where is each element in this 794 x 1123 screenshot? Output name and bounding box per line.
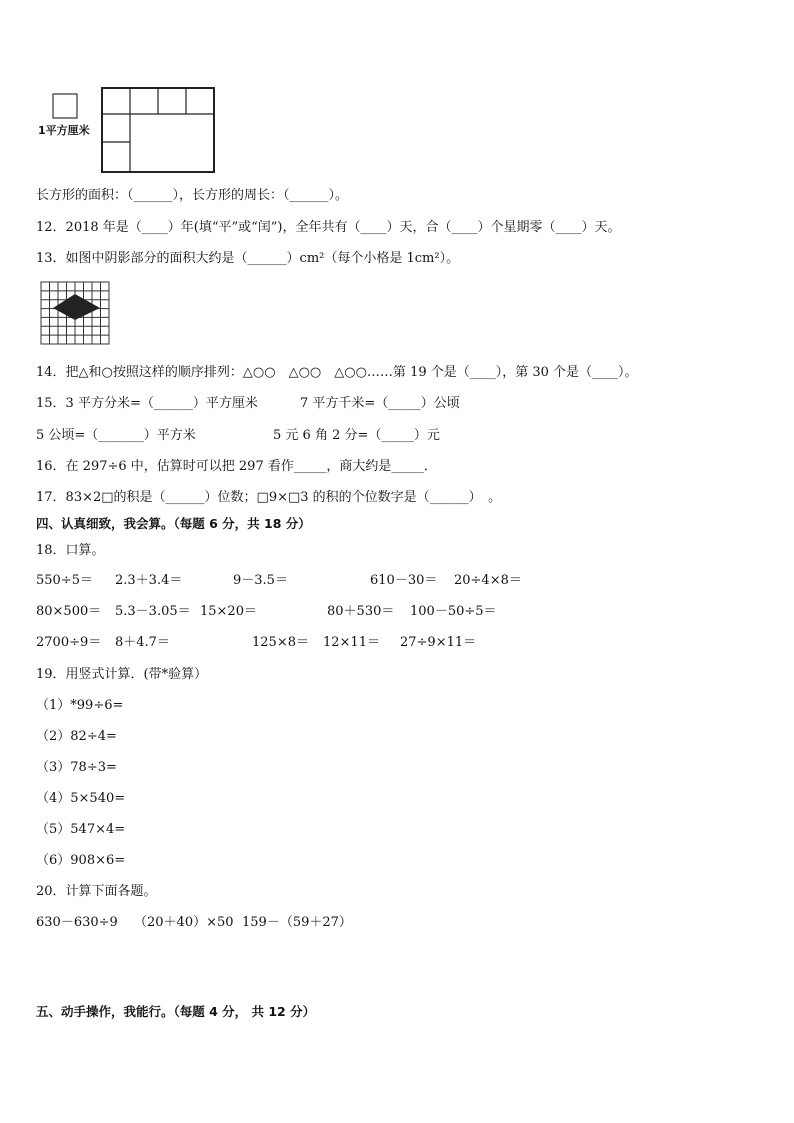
shaded-grid-figure [40, 281, 110, 349]
question-15-part-a: 15．3 平方分米=（______）平方厘米 [36, 396, 258, 411]
calc-expression: （20＋40）×50 [134, 915, 234, 930]
oral-calc-item: 80×500＝ [36, 604, 102, 619]
grid-rhombus-diagram [40, 281, 110, 345]
calc-expression: 159－（59＋27） [242, 915, 352, 930]
oral-calc-item: 12×11＝ [323, 635, 380, 650]
oral-calc-item: 2700÷9＝ [36, 635, 102, 650]
vertical-calc-item: （3）78÷3= [36, 760, 117, 775]
oral-calc-item: 100－50÷5＝ [410, 604, 497, 619]
oral-calc-item: 20÷4×8＝ [454, 573, 522, 588]
vertical-calc-item: （2）82÷4= [36, 729, 117, 744]
question-12: 12．2018 年是（____）年(填“平”或“闰”)，全年共有（____）天，合（____）个星期零（____）天。 [36, 220, 621, 235]
question-15-part-b: 7 平方千米=（_____）公顷 [300, 396, 460, 411]
vertical-calc-item: （6）908×6= [36, 853, 126, 868]
oral-calc-item: 80＋530＝ [327, 604, 395, 619]
oral-calc-item: 125×8＝ [252, 635, 309, 650]
question-19: 19．用竖式计算．(带*验算） [36, 667, 208, 682]
oral-calc-item: 610－30＝ [370, 573, 438, 588]
question-13: 13．如图中阴影部分的面积大约是（______）cm²（每个小格是 1cm²）。 [36, 251, 460, 266]
vertical-calc-item: （5）547×4= [36, 822, 126, 837]
question-20: 20．计算下面各题。 [36, 884, 157, 899]
unit-label: 1平方厘米 [38, 124, 90, 137]
question-14: 14．把△和○按照这样的顺序排列：△○○ △○○ △○○……第 19 个是（____），第 30 个是（____）。 [36, 365, 638, 380]
question-18: 18．口算。 [36, 543, 105, 558]
oral-calc-item: 27÷9×11＝ [400, 635, 477, 650]
question-15-part-c: 5 公顷=（_______）平方米 [36, 428, 196, 443]
section-5-heading: 五、动手操作，我能行。（每题 4 分， 共 12 分） [36, 1004, 316, 1019]
oral-calc-item: 9－3.5＝ [233, 573, 288, 588]
question-17: 17．83×2□的积是（______）位数；□9×□3 的积的个位数字是（______） 。 [36, 490, 502, 505]
oral-calc-item: 550÷5＝ [36, 573, 93, 588]
oral-calc-item: 2.3＋3.4＝ [115, 573, 183, 588]
question-15-part-d: 5 元 6 角 2 分=（_____）元 [273, 428, 440, 443]
vertical-calc-item: （1）*99÷6= [36, 698, 124, 713]
oral-calc-item: 8＋4.7＝ [115, 635, 170, 650]
unit-square-figure [36, 86, 226, 176]
calc-expression: 630－630÷9 [36, 915, 118, 930]
vertical-calc-item: （4）5×540= [36, 791, 126, 806]
rectangle-question: 长方形的面积：（______），长方形的周长：（______）。 [36, 188, 349, 203]
oral-calc-item: 5.3－3.05＝ [115, 604, 191, 619]
section-4-heading: 四、认真细致，我会算。（每题 6 分，共 18 分） [36, 516, 311, 531]
question-16: 16．在 297÷6 中，估算时可以把 297 看作_____，商大约是_____． [36, 459, 437, 474]
oral-calc-item: 15×20＝ [200, 604, 257, 619]
